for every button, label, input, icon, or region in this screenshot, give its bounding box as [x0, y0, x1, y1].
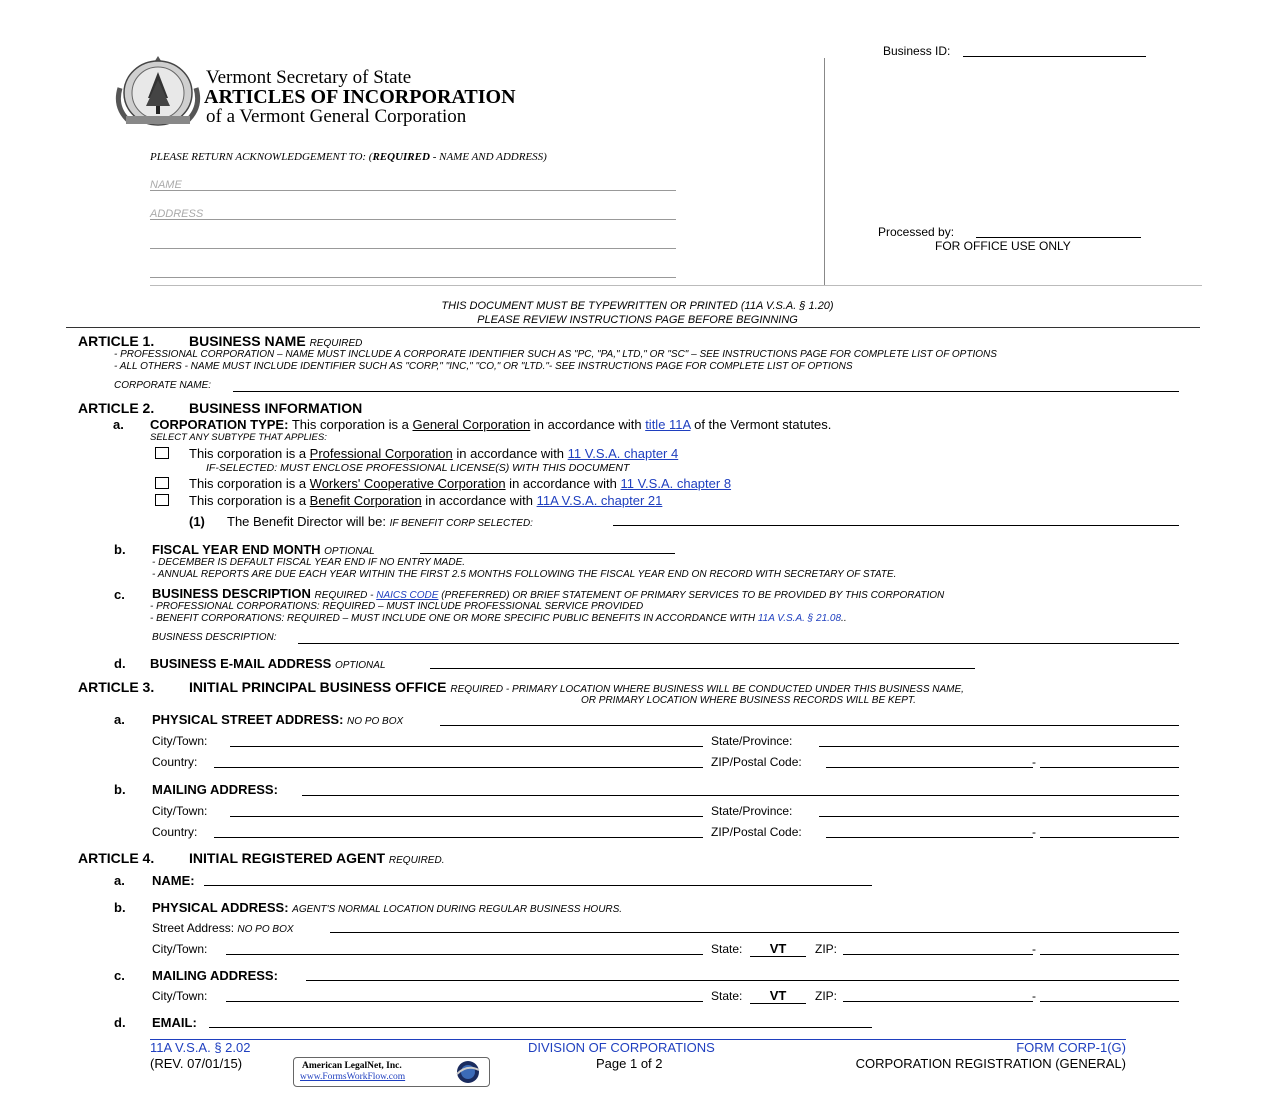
agent-state-value: VT [750, 941, 806, 957]
opt2-type: Workers' Cooperative Corporation [309, 476, 506, 491]
office-zip-dash: - [1032, 755, 1036, 769]
article-4-d-letter: d. [114, 1015, 126, 1030]
mailing-zip-field[interactable] [826, 837, 1033, 838]
physical-street-label-text: PHYSICAL STREET ADDRESS: [152, 712, 344, 727]
agent-city-field[interactable] [226, 954, 703, 955]
article-2-title: BUSINESS INFORMATION [189, 400, 363, 416]
corporation-type-line [150, 417, 831, 432]
agent-name-field[interactable] [204, 885, 872, 886]
office-state-field[interactable] [819, 746, 1179, 747]
office-country-label: Country: [152, 755, 198, 769]
article-3-a-letter: a. [114, 712, 125, 727]
business-description-heading [152, 586, 944, 601]
fiscal-year-note-1: - DECEMBER IS DEFAULT FISCAL YEAR END IF NO ENTRY MADE. [152, 557, 466, 568]
article-4-required: REQUIRED. [388, 855, 445, 866]
mailing-state-field[interactable] [819, 816, 1179, 817]
agent-physical-address-label-text: PHYSICAL ADDRESS: [152, 900, 289, 915]
article-3-required-2: OR PRIMARY LOCATION WHERE BUSINESS RECORDS WILL BE KEPT. [581, 695, 916, 706]
article-4-c-letter: c. [114, 968, 125, 983]
agent-street-label-text: Street Address: [152, 921, 235, 935]
business-email-label [150, 656, 386, 671]
office-zip-field[interactable] [826, 767, 1033, 768]
corporation-type-text-1: This corporation is a [288, 417, 413, 432]
opt1-prefix: This corporation is a [189, 446, 310, 461]
opt1-type: Professional Corporation [309, 446, 453, 461]
corporation-type-label: CORPORATION TYPE: [150, 417, 289, 432]
physical-street-field[interactable] [440, 725, 1179, 726]
processed-by-label: Processed by: [878, 225, 955, 239]
naics-code-link[interactable]: NAICS CODE [376, 590, 439, 601]
notice-line-2: PLEASE REVIEW INSTRUCTIONS PAGE BEFORE BEGINNING [477, 314, 798, 326]
footer-statute: 11A V.S.A. § 2.02 [150, 1040, 251, 1055]
article-1-title-text: BUSINESS NAME [189, 333, 306, 349]
office-state-label: State/Province: [711, 734, 793, 748]
form-title: ARTICLES OF INCORPORATION [204, 86, 516, 108]
article-2-b-letter: b. [114, 542, 126, 557]
return-ack-post: - NAME AND ADDRESS) [429, 151, 547, 163]
form-subtitle: of a Vermont General Corporation [206, 106, 467, 127]
benefit-corp-checkbox[interactable] [155, 494, 169, 506]
professional-license-note: IF-SELECTED: MUST ENCLOSE PROFESSIONAL LICENSE(S) WITH THIS DOCUMENT [206, 462, 630, 474]
general-corporation-text: General Corporation [412, 417, 531, 432]
11-vsa-chapter-4-link[interactable]: 11 V.S.A. chapter 4 [567, 446, 679, 461]
business-description-field-label: BUSINESS DESCRIPTION: [152, 632, 277, 643]
agent-email-label: EMAIL: [152, 1015, 197, 1030]
agent-street-label [152, 921, 294, 935]
11a-vsa-21-08-link[interactable]: 11A V.S.A. § 21.08 [757, 613, 842, 624]
agent-zip4-field[interactable] [1040, 954, 1179, 955]
return-address-field-1[interactable] [150, 219, 676, 220]
bd-note2-text: - BENEFIT CORPORATIONS: REQUIRED – MUST INCLUDE ONE OR MORE SPECIFIC PUBLIC BENEFITS IN ACCORDANCE WITH [150, 613, 758, 624]
mailing-city-field[interactable] [230, 816, 703, 817]
agent-street-no-po: NO PO BOX [237, 924, 294, 935]
agent-state-label: State: [711, 942, 743, 956]
processed-by-field[interactable] [976, 237, 1141, 238]
mailing-zip4-field[interactable] [1040, 837, 1179, 838]
agent-zip-field[interactable] [843, 954, 1033, 955]
article-4-b-letter: b. [114, 900, 126, 915]
opt3-type: Benefit Corporation [309, 493, 422, 508]
mailing-zip-dash: - [1032, 825, 1036, 839]
benefit-director-note: IF BENEFIT CORP SELECTED: [389, 518, 533, 529]
footer-page: Page 1 of 2 [596, 1056, 663, 1071]
article-3-title-text: INITIAL PRINCIPAL BUSINESS OFFICE [189, 679, 447, 695]
agent-email-field[interactable] [209, 1027, 872, 1028]
business-description-required: REQUIRED - [314, 590, 377, 601]
logo-url[interactable]: www.FormsWorkFlow.com [300, 1072, 406, 1082]
bd-note2-end: .. [841, 613, 847, 624]
article-1-required: REQUIRED [309, 338, 363, 349]
mailing-address-field[interactable] [302, 795, 1179, 796]
article-2-number: ARTICLE 2. [78, 400, 155, 416]
agency-name: Vermont Secretary of State [206, 67, 412, 88]
corporation-type-text-2: in accordance with [530, 417, 646, 432]
article-2-a-letter: a. [113, 417, 124, 432]
business-description-label: BUSINESS DESCRIPTION [152, 586, 311, 601]
office-zip-label: ZIP/Postal Code: [711, 755, 802, 769]
article-4-number: ARTICLE 4. [78, 850, 155, 866]
agent-mailing-field[interactable] [306, 980, 1179, 981]
agent-name-label: NAME: [152, 873, 195, 888]
benefit-director-field[interactable] [613, 525, 1179, 526]
article-1-title [189, 333, 362, 349]
agent-mailing-city-field[interactable] [226, 1001, 703, 1002]
business-description-note-1: - PROFESSIONAL CORPORATIONS: REQUIRED – MUST INCLUDE PROFESSIONAL SERVICE PROVIDED [150, 601, 644, 612]
article-1-note-2: - ALL OTHERS - NAME MUST INCLUDE IDENTIFIER SUCH AS "CORP," "INC," "CO," OR "LTD."- SEE INSTRUCTIONS PAGE FOR COMPLETE LIST OF OPTIONS [114, 361, 853, 372]
footer-division: DIVISION OF CORPORATIONS [528, 1040, 715, 1055]
notice-divider [66, 327, 1200, 328]
agent-city-label: City/Town: [152, 942, 208, 956]
professional-corp-option [189, 446, 678, 461]
opt1-mid: in accordance with [452, 446, 568, 461]
agent-zip-dash: - [1032, 942, 1036, 956]
article-4-a-letter: a. [114, 873, 125, 888]
11-vsa-chapter-8-link[interactable]: 11 V.S.A. chapter 8 [620, 476, 732, 491]
office-country-field[interactable] [214, 767, 703, 768]
11a-vsa-chapter-21-link[interactable]: 11A V.S.A. chapter 21 [536, 493, 663, 508]
fiscal-year-field[interactable] [420, 553, 675, 554]
workers-coop-option [189, 476, 731, 491]
physical-street-label [152, 712, 403, 727]
article-3-required-1: REQUIRED - PRIMARY LOCATION WHERE BUSINESS WILL BE CONDUCTED UNDER THIS BUSINESS NAME, [450, 684, 964, 695]
mailing-zip-label: ZIP/Postal Code: [711, 825, 802, 839]
mailing-city-label: City/Town: [152, 804, 208, 818]
workers-coop-checkbox[interactable] [155, 477, 169, 489]
office-zip4-field[interactable] [1040, 767, 1179, 768]
logo-company-name: American LegalNet, Inc. [302, 1061, 402, 1071]
return-address-field-3[interactable] [150, 277, 676, 278]
benefit-director-text: The Benefit Director will be: [227, 514, 386, 529]
business-description-note-2 [150, 613, 847, 624]
return-name-field[interactable] [150, 190, 676, 191]
opt3-prefix: This corporation is a [189, 493, 310, 508]
globe-icon [452, 1060, 482, 1084]
agent-physical-address-label [152, 900, 622, 915]
business-email-optional: OPTIONAL [334, 660, 386, 671]
return-ack-pre: PLEASE RETURN ACKNOWLEDGEMENT TO: ( [150, 151, 373, 163]
fiscal-year-label-text: FISCAL YEAR END MONTH [152, 542, 321, 557]
return-ack-label [150, 151, 547, 163]
agent-mailing-state-value: VT [750, 988, 806, 1004]
professional-corp-checkbox[interactable] [155, 447, 169, 459]
agent-mailing-zip4-field[interactable] [1040, 1001, 1179, 1002]
article-3-number: ARTICLE 3. [78, 679, 155, 695]
article-2-c-letter: c. [114, 587, 125, 602]
article-4-title-text: INITIAL REGISTERED AGENT [189, 850, 386, 866]
agent-mailing-zip-label: ZIP: [815, 989, 838, 1003]
office-city-field[interactable] [230, 746, 703, 747]
american-legalnet-logo[interactable] [293, 1057, 490, 1087]
notice-line-1: THIS DOCUMENT MUST BE TYPEWRITTEN OR PRINTED (11A V.S.A. § 1.20) [441, 300, 834, 312]
header-divider [150, 285, 1202, 286]
business-description-rest: (PREFERRED) OR BRIEF STATEMENT OF PRIMARY SERVICES TO BE PROVIDED BY THIS CORPORATION [438, 590, 945, 601]
office-use-divider [824, 58, 825, 285]
business-email-label-text: BUSINESS E-MAIL ADDRESS [150, 656, 332, 671]
corporate-name-label: CORPORATE NAME: [114, 380, 212, 391]
agent-physical-address-note: AGENT'S NORMAL LOCATION DURING REGULAR BUSINESS HOURS. [292, 904, 623, 915]
agent-mailing-zip-dash: - [1032, 989, 1036, 1003]
agent-mailing-label: MAILING ADDRESS: [152, 968, 278, 983]
vermont-seal [112, 48, 204, 128]
title-11a-link[interactable]: title 11A [645, 417, 691, 432]
benefit-corp-option [189, 493, 662, 508]
mailing-state-label: State/Province: [711, 804, 793, 818]
corporation-type-text-3: of the Vermont statutes. [690, 417, 832, 432]
fiscal-year-label [152, 542, 375, 557]
benefit-director-number: (1) [189, 514, 205, 529]
opt2-mid: in accordance with [505, 476, 621, 491]
agent-zip-label: ZIP: [815, 942, 838, 956]
business-description-field[interactable] [298, 643, 1179, 644]
agent-mailing-city-label: City/Town: [152, 989, 208, 1003]
agent-mailing-state-label: State: [711, 989, 743, 1003]
opt3-mid: in accordance with [421, 493, 537, 508]
mailing-country-field[interactable] [214, 837, 703, 838]
return-address-field-2[interactable] [150, 248, 676, 249]
article-4-title [189, 850, 444, 866]
corporate-name-field[interactable] [233, 391, 1179, 392]
footer-form-number: FORM CORP-1(G) [1016, 1040, 1126, 1055]
office-city-label: City/Town: [152, 734, 208, 748]
footer-revision: (REV. 07/01/15) [150, 1056, 243, 1071]
business-email-field[interactable] [430, 668, 975, 669]
physical-street-no-po: NO PO BOX [347, 716, 404, 727]
article-2-d-letter: d. [114, 656, 126, 671]
fiscal-year-optional: OPTIONAL [324, 546, 375, 557]
article-1-number: ARTICLE 1. [78, 333, 155, 349]
agent-street-field[interactable] [330, 932, 1179, 933]
business-id-label: Business ID: [883, 44, 951, 58]
opt2-prefix: This corporation is a [189, 476, 310, 491]
address-placeholder: ADDRESS [150, 208, 204, 220]
name-placeholder: NAME [150, 179, 182, 191]
mailing-country-label: Country: [152, 825, 198, 839]
subtype-note: SELECT ANY SUBTYPE THAT APPLIES: [150, 432, 327, 443]
agent-mailing-zip-field[interactable] [843, 1001, 1033, 1002]
footer-registration-type: CORPORATION REGISTRATION (GENERAL) [855, 1056, 1126, 1071]
article-3-b-letter: b. [114, 782, 126, 797]
business-id-field[interactable] [963, 56, 1146, 57]
article-3-title [189, 679, 964, 695]
benefit-director-label [227, 514, 533, 529]
fiscal-year-note-2: - ANNUAL REPORTS ARE DUE EACH YEAR WITHIN THE FIRST 2.5 MONTHS FOLLOWING THE FISCAL YEAR END ON RECORD WITH SECRETARY OF STATE. [152, 569, 897, 580]
mailing-address-label: MAILING ADDRESS: [152, 782, 278, 797]
office-use-label: FOR OFFICE USE ONLY [935, 239, 1071, 253]
return-ack-required: REQUIRED [372, 151, 430, 163]
article-1-note-1: - PROFESSIONAL CORPORATION – NAME MUST INCLUDE A CORPORATE IDENTIFIER SUCH AS "PC, "PA," LTD," OR "SC" – SEE INSTRUCTIONS PAGE FOR COMPLETE LIST OF OPTIONS [114, 349, 997, 360]
